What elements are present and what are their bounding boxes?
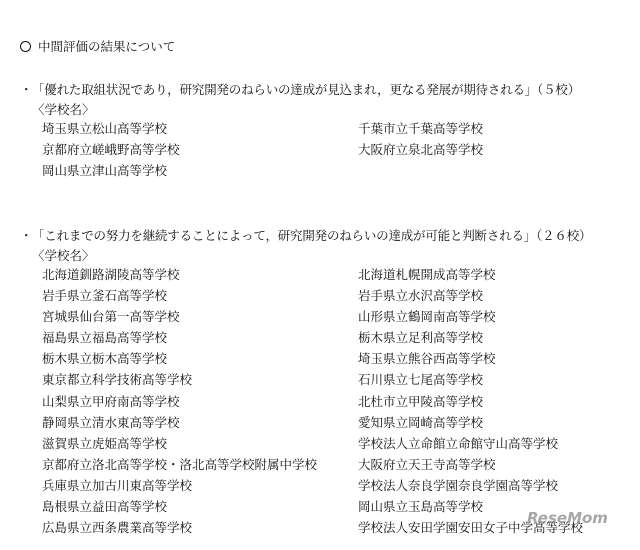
school-name: 島根県立益田高等学校 (42, 499, 168, 515)
school-name: 京都府立嵯峨野高等学校 (42, 142, 180, 158)
school-name: 山梨県立甲府南高等学校 (42, 393, 180, 409)
section2-left-list (42, 264, 317, 538)
section2-label: 〈学校名〉 (32, 248, 95, 263)
school-name: 千葉市立千葉高等学校 (358, 121, 484, 136)
watermark-logo: ReseMom (527, 509, 608, 527)
school-name: 栃木県立足利高等学校 (358, 330, 484, 346)
heading (20, 37, 175, 55)
school-name: 北海道釧路湖陵高等学校 (42, 267, 180, 282)
school-name: 岩手県立水沢高等学校 (358, 288, 484, 304)
school-name: 学校法人奈良学園奈良学園高等学校 (358, 477, 559, 493)
section1-title: ・「優れた取組状況であり，研究開発のねらいの達成が見込まれ，更なる発展が期待される」（５校） (20, 82, 581, 97)
school-name: 福島県立福島高等学校 (42, 330, 168, 346)
school-name: 京都府立洛北高等学校・洛北高等学校附属中学校 (42, 456, 318, 472)
school-name: 山形県立鶴岡南高等学校 (358, 309, 496, 325)
heading-text: 中間評価の結果について (38, 39, 176, 54)
school-name: 学校法人安田学園安田女子中学高等学校 (358, 520, 584, 536)
school-name: 滋賀県立虎姫高等学校 (42, 435, 168, 451)
section1-label: 〈学校名〉 (32, 102, 95, 117)
section2-right-list (358, 264, 583, 538)
school-name: 埼玉県立松山高等学校 (42, 121, 168, 136)
section1-title-text: 「優れた取組状況であり，研究開発のねらいの達成が見込まれ，更なる発展が期待される」（５校） (32, 82, 581, 97)
school-name: 大阪府立天王寺高等学校 (358, 456, 496, 472)
school-name: 学校法人立命館立命館守山高等学校 (358, 435, 559, 451)
section2-title: ・「これまでの努力を継続することによって，研究開発のねらいの達成が可能と判断される」（２６校） (20, 228, 592, 243)
school-name: 東京都立科学技術高等学校 (42, 372, 193, 388)
school-name: 宮城県仙台第一高等学校 (42, 309, 180, 325)
school-name: 広島県立西条農業高等学校 (42, 520, 193, 536)
school-name: 静岡県立清水東高等学校 (42, 414, 180, 430)
school-name: 愛知県立岡崎高等学校 (358, 414, 484, 430)
school-name: 北杜市立甲陵高等学校 (358, 393, 484, 409)
school-name: 兵庫県立加古川東高等学校 (42, 477, 193, 493)
section2-title-text: 「これまでの努力を継続することによって，研究開発のねらいの達成が可能と判断される」（２６校） (32, 228, 592, 243)
school-name: 栃木県立栃木高等学校 (42, 351, 168, 367)
section1-right-list (358, 118, 483, 160)
school-name: 石川県立七尾高等学校 (358, 372, 484, 388)
school-name: 北海道札幌開成高等学校 (358, 267, 496, 282)
school-name: 岩手県立釜石高等学校 (42, 288, 168, 304)
section1-left-list (42, 118, 180, 181)
school-name: 大阪府立泉北高等学校 (358, 142, 484, 158)
school-name: 埼玉県立熊谷西高等学校 (358, 351, 496, 367)
school-name: 岡山県立津山高等学校 (42, 163, 168, 179)
circle-marker-icon (20, 41, 31, 52)
school-name: 岡山県立玉島高等学校 (358, 499, 484, 515)
